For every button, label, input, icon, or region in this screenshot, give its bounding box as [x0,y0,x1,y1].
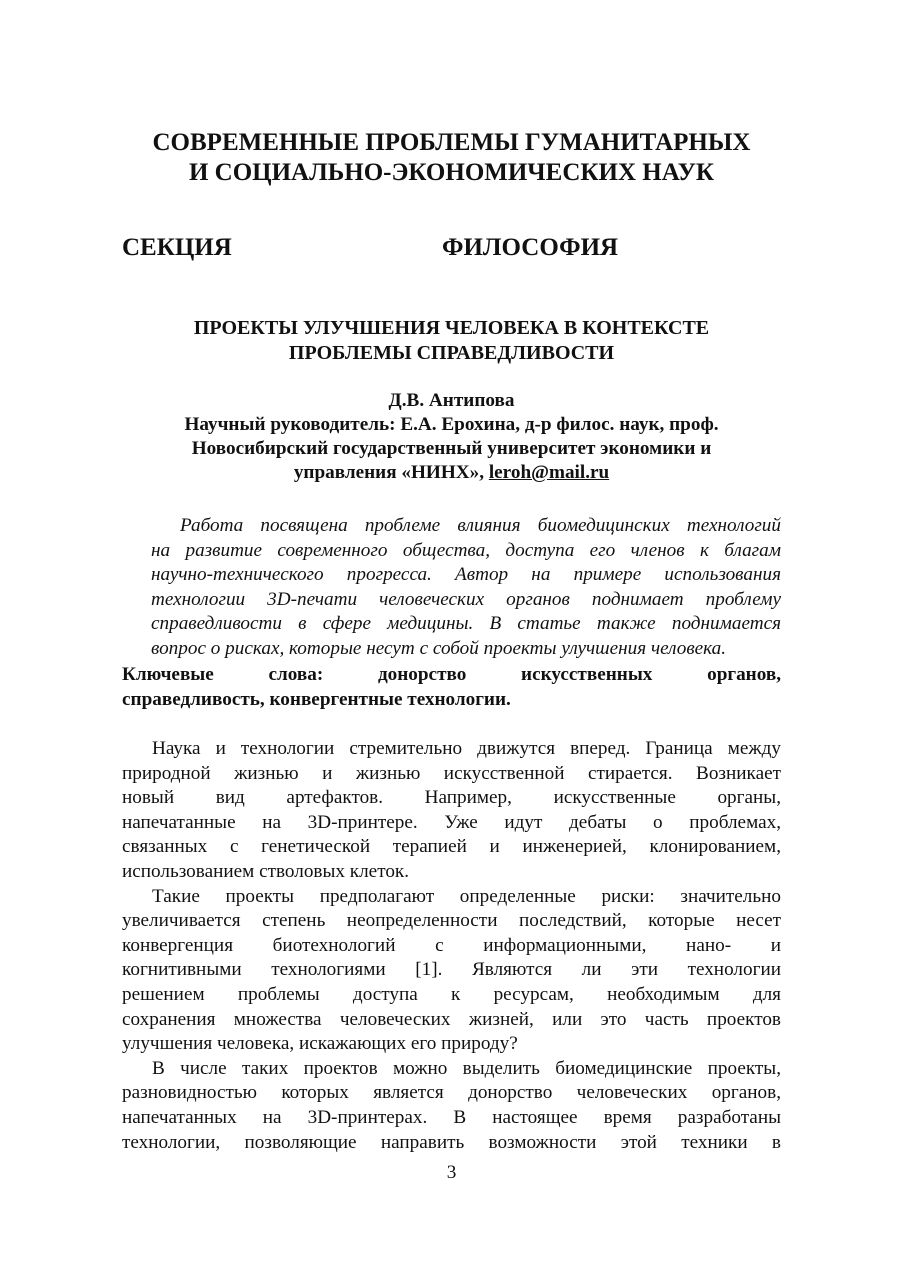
collection-title [0,128,903,188]
affiliation-line-1: Новосибирский государственный университет экономики и [191,438,712,459]
section-name: ФИЛОСОФИЯ [442,234,619,261]
text-line: Ключевые слова: донорство искусственных органов, [122,664,781,685]
text-line: технологии, позволяющие направить возможности этой техники в [122,1131,781,1153]
text-line: решением проблемы доступа к ресурсам, необходимым для [122,983,781,1005]
text-line: напечатанные на 3D-принтере. Уже идут дебаты о проблемах, [122,811,781,833]
article-title-line-2: ПРОБЛЕМЫ СПРАВЕДЛИВОСТИ [288,342,615,364]
text-line: напечатанных на 3D-принтерах. В настоящее время разработаны [122,1106,781,1128]
text-line: вопрос о рисках, которые несут с собой проекты улучшения человека. [151,637,727,659]
text-line: разновидностью которых является донорство человеческих органов, [122,1082,781,1104]
paragraph [122,737,781,885]
text-line: справедливости в сфере медицины. В статье также поднимается [151,613,781,635]
author-name: Д.В. Антипова [388,390,515,411]
affiliation-line-2 [0,461,903,485]
article-title-line-1: ПРОЕКТЫ УЛУЧШЕНИЯ ЧЕЛОВЕКА В КОНТЕКСТЕ [193,317,710,339]
affiliation-name: управления «НИНХ», [293,462,485,483]
text-line: справедливость, конвергентные технологии. [122,688,511,710]
text-line: связанных с генетической терапией и инженерией, клонированием, [122,836,781,858]
text-line: улучшения человека, искажающих его природу? [122,1033,518,1055]
text-line: на развитие современного общества, доступа его членов к благам [151,539,781,561]
text-line: технологии 3D-печати человеческих органов поднимает проблему [151,588,781,610]
text-line: когнитивными технологиями [1]. Являются ли эти технологии [122,959,781,981]
section-label: СЕКЦИЯ [122,234,232,261]
page-number: 3 [446,1162,457,1183]
collection-title-line-2: И СОЦИАЛЬНО-ЭКОНОМИЧЕСКИХ НАУК [188,159,715,186]
text-line: использованием стволовых клеток. [122,860,410,882]
paragraph [122,1057,781,1155]
author-block [0,389,903,485]
supervisor: Научный руководитель: Е.А. Ерохина, д-р филос. наук, проф. [184,414,719,435]
email-link[interactable]: leroh@mail.ru [488,462,610,483]
body-text [122,737,781,1155]
text-line: Работа посвящена проблеме влияния биомедицинских технологий [180,515,781,536]
text-line: Наука и технологии стремительно движутся вперед. Граница между [152,738,781,759]
collection-title-line-1: СОВРЕМЕННЫЕ ПРОБЛЕМЫ ГУМАНИТАРНЫХ [152,129,751,156]
text-line: сохранения множества человеческих жизней, или это часть проектов [122,1008,781,1030]
keywords [122,663,781,712]
paragraph [122,885,781,1057]
text-line: научно-технического прогресса. Автор на примере использования [151,564,781,586]
text-line: Такие проекты предполагают определенные риски: значительно [152,885,781,907]
abstract [122,514,781,662]
text-line: природной жизнью и жизнью искусственной стирается. Возникает [122,762,781,784]
text-line: увеличивается степень неопределенности последствий, которые несет [122,910,781,932]
article-title [0,316,903,366]
text-line: В числе таких проектов можно выделить биомедицинские проекты, [152,1057,781,1079]
text-line: новый вид артефактов. Например, искусственные органы, [122,787,781,809]
text-line: конвергенция биотехнологий с информационными, нано- и [122,934,781,956]
